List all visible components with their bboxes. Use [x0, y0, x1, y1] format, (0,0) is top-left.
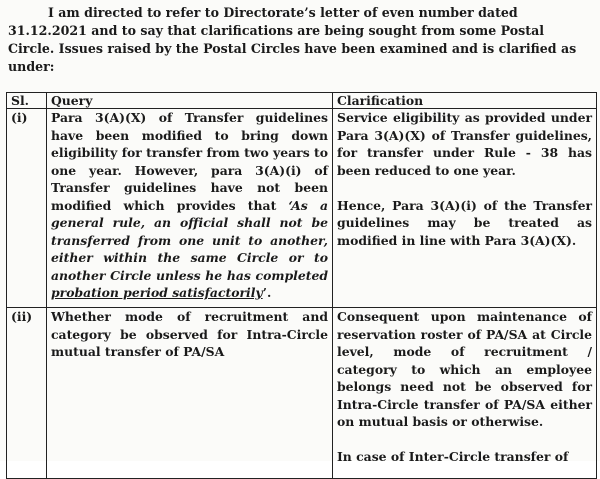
header-query: Query — [47, 93, 333, 109]
row-clarification — [333, 308, 597, 479]
intro-line-2: 31.12.2021 and to say that clarifications are being sought from some Postal — [8, 23, 545, 38]
row-query — [47, 308, 333, 479]
paragraph-gap — [337, 179, 592, 197]
header-sl: Sl. — [7, 93, 47, 109]
clarification-table — [6, 92, 597, 479]
query-quoted-rule: ‘As a general rule, an official shall not be transferred from one unit to another, either within the same Circle or to another Circle unless he has completed — [51, 197, 328, 283]
query-text: Para 3(A)(X) of Transfer guidelines have been modified to bring down eligibility for transfer from two years to one year. However, para 3(A)(i) of Transfer guidelines have not been modified which provides that — [51, 110, 328, 213]
row-clarification — [333, 109, 597, 308]
query-end-punctuation: ’. — [262, 285, 272, 300]
clarification-paragraph-1: Service eligibility as provided under Para 3(A)(X) of Transfer guidelines, for transfer under Rule - 38 has been reduced to one year. — [337, 110, 592, 178]
intro-line-3: Circle. Issues raised by the Postal Circles have been examined and is clarified as — [8, 41, 577, 56]
table-row — [7, 308, 597, 479]
paragraph-gap — [337, 431, 592, 449]
table-row — [7, 109, 597, 308]
header-clarification: Clarification — [333, 93, 597, 109]
row-query — [47, 109, 333, 308]
intro-paragraph — [8, 4, 592, 76]
clarification-paragraph-2: Hence, Para 3(A)(i) of the Transfer guidelines may be treated as modified in line with Para 3(A)(X). — [337, 197, 592, 248]
table-header-row — [7, 93, 597, 109]
query-text: Whether mode of recruitment and category be observed for Intra-Circle mutual transfer of PA/SA — [51, 309, 328, 359]
row-serial: (i) — [7, 109, 47, 308]
intro-line-4: under: — [8, 59, 55, 74]
intro-line-1: I am directed to refer to Directorate’s letter of even number dated — [48, 5, 518, 20]
clarification-paragraph-2: In case of Inter-Circle transfer of — [337, 449, 569, 464]
row-serial: (ii) — [7, 308, 47, 479]
query-quoted-rule-underlined: probation period satisfactorily — [51, 285, 263, 300]
clarification-paragraph-1: Consequent upon maintenance of reservation roster of PA/SA at Circle level, mode of recruitment / category to which an employee belongs need not be observed for Intra-Circle transfer of PA/SA either on mutual basis or otherwise. — [337, 309, 592, 429]
